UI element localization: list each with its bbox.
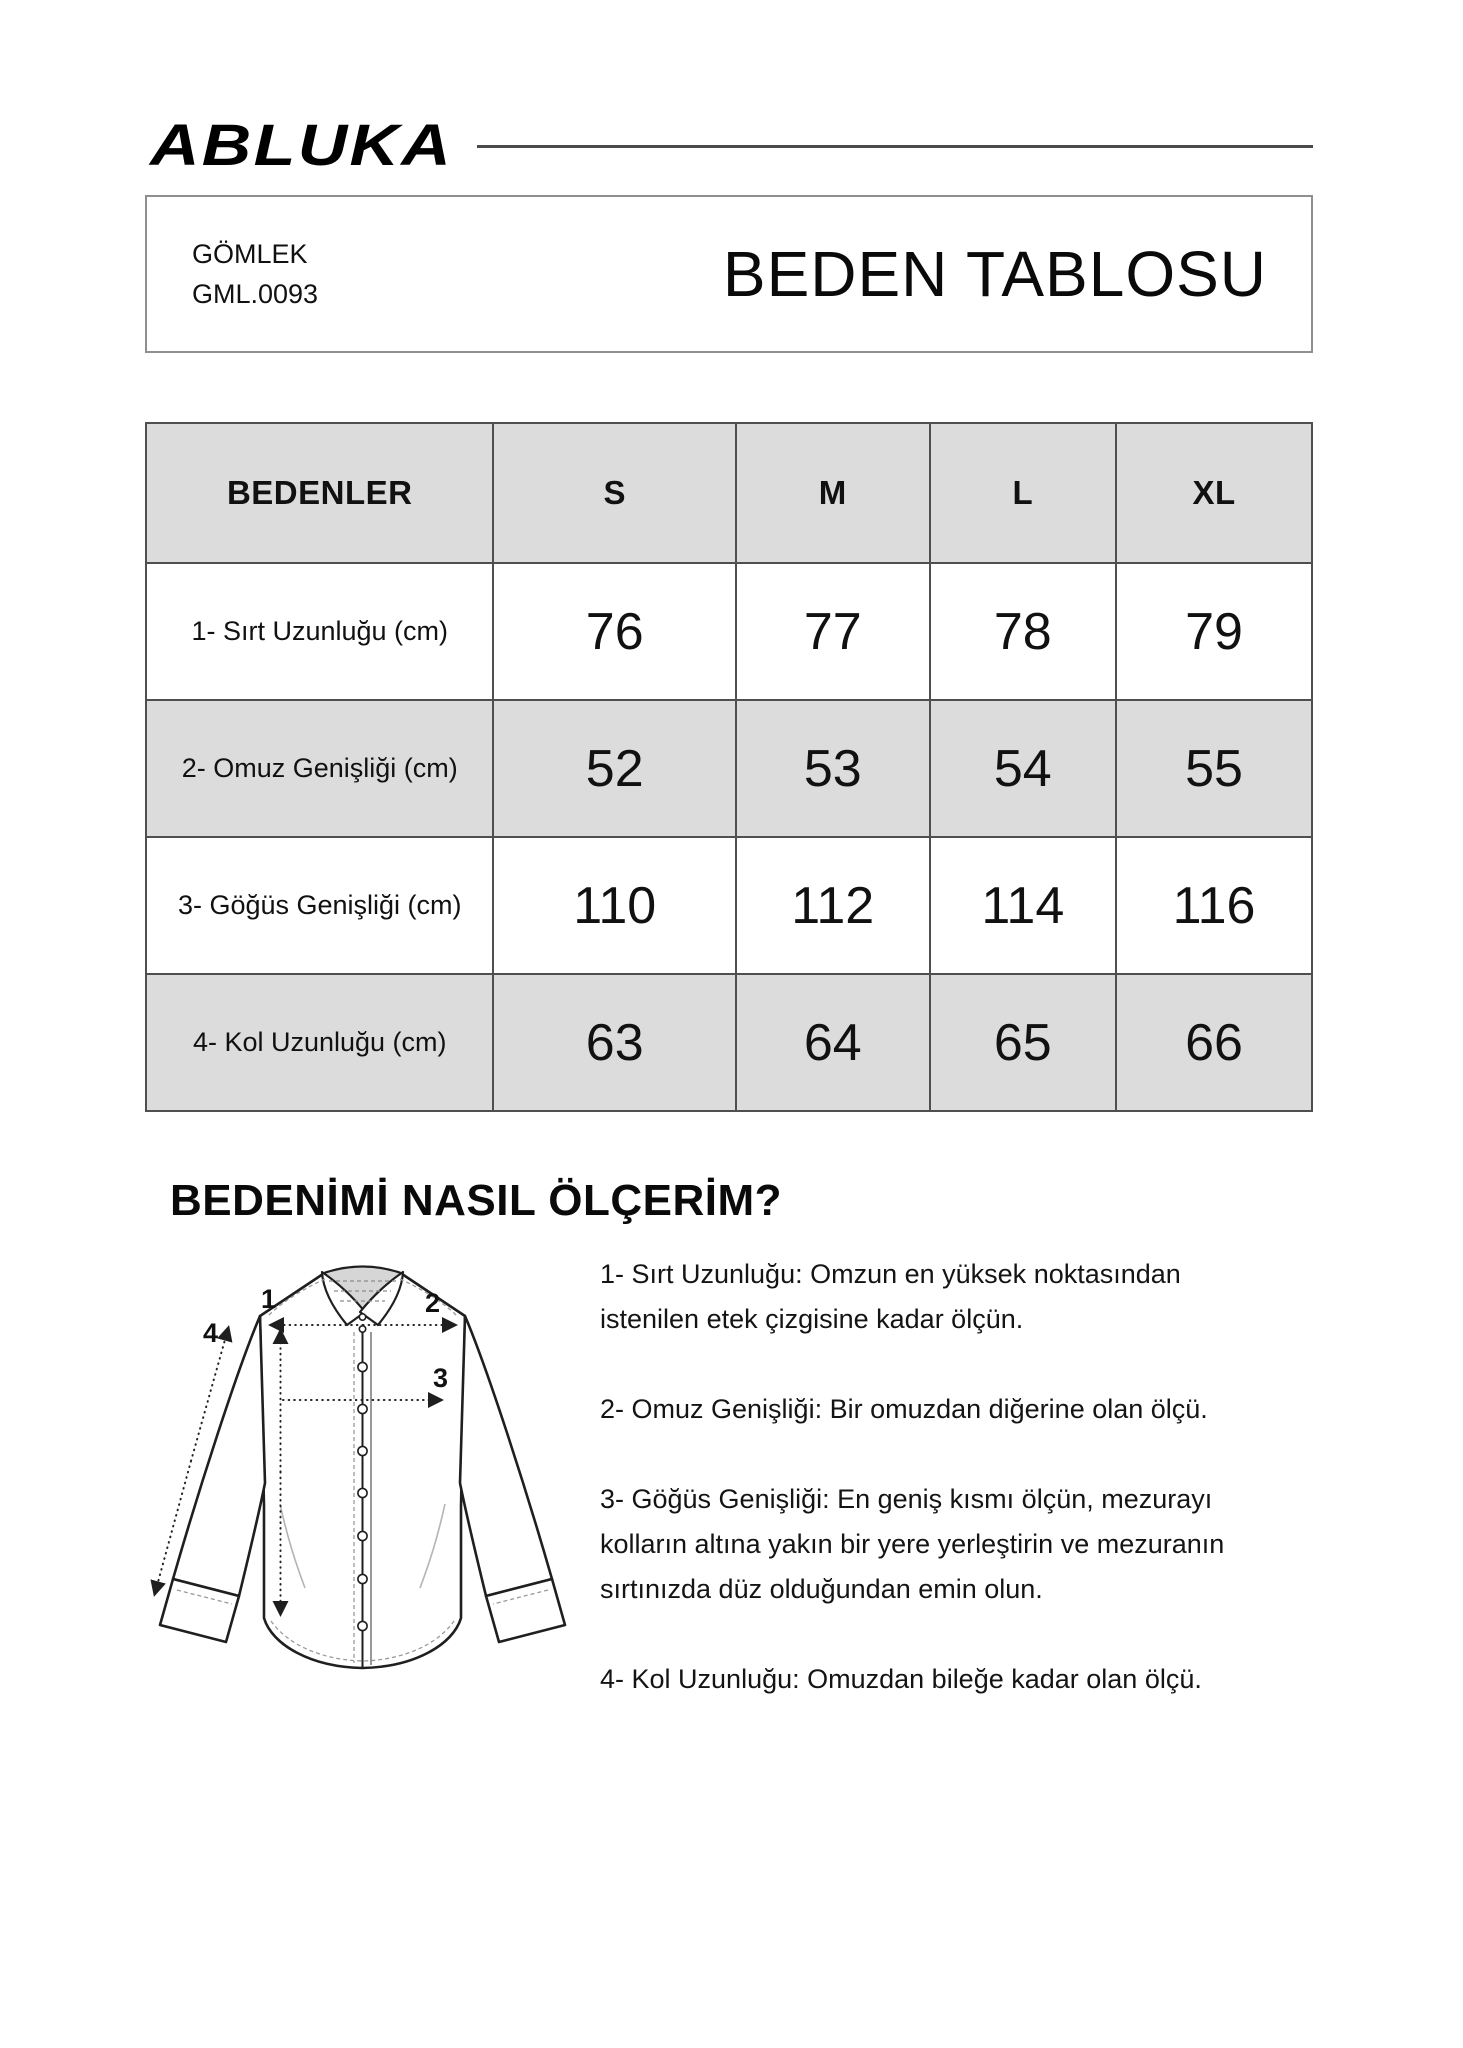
- table-row: [146, 563, 1312, 700]
- instruction-4: [600, 1657, 1300, 1702]
- instruction-line: istenilen etek çizgisine kadar ölçün.: [600, 1304, 1024, 1334]
- row-label: 4- Kol Uzunluğu (cm): [146, 974, 493, 1111]
- table-row: [146, 700, 1312, 837]
- size-value: 76: [493, 563, 736, 700]
- size-value: 66: [1116, 974, 1312, 1111]
- product-info: [192, 234, 318, 314]
- size-value: 64: [736, 974, 930, 1111]
- title-box: [145, 195, 1313, 353]
- row-label: 1- Sırt Uzunluğu (cm): [146, 563, 493, 700]
- diagram-label-2: 2: [425, 1288, 441, 1318]
- brand-logo: ABLUKA: [150, 113, 454, 178]
- shirt-right-sleeve: [460, 1316, 552, 1596]
- size-value: 53: [736, 700, 930, 837]
- diagram-label-4: 4: [203, 1318, 219, 1348]
- instruction-line: kolların altına yakın bir yere yerleştirin ve mezuranın: [600, 1529, 1225, 1559]
- size-value: 79: [1116, 563, 1312, 700]
- header-cell-bedenler: BEDENLER: [146, 423, 493, 563]
- size-table: [145, 422, 1313, 1112]
- instruction-3: [600, 1477, 1300, 1612]
- size-value: 114: [930, 837, 1117, 974]
- header-cell-xl: XL: [1116, 423, 1312, 563]
- instruction-line: 1- Sırt Uzunluğu: Omzun en yüksek noktasından: [600, 1259, 1181, 1289]
- header-cell-m: M: [736, 423, 930, 563]
- size-value: 77: [736, 563, 930, 700]
- size-value: 65: [930, 974, 1117, 1111]
- table-row: [146, 974, 1312, 1111]
- instruction-2: [600, 1387, 1300, 1432]
- page-title: BEDEN TABLOSU: [722, 238, 1267, 310]
- diagram-label-1: 1: [261, 1284, 277, 1314]
- instruction-line: 4- Kol Uzunluğu: Omuzdan bileğe kadar olan ölçü.: [600, 1664, 1202, 1694]
- measure-instructions: [600, 1252, 1300, 1747]
- size-value: 54: [930, 700, 1117, 837]
- row-label: 2- Omuz Genişliği (cm): [146, 700, 493, 837]
- product-code: GML.0093: [192, 279, 319, 309]
- instruction-line: sırtınızda düz olduğundan emin olun.: [600, 1574, 1043, 1604]
- instruction-line: 3- Göğüs Genişliği: En geniş kısmı ölçün, mezurayı: [600, 1484, 1213, 1514]
- row-label: 3- Göğüs Genişliği (cm): [146, 837, 493, 974]
- product-type: GÖMLEK: [192, 239, 308, 269]
- header-cell-l: L: [930, 423, 1117, 563]
- shirt-diagram-wrap: [125, 1246, 573, 1698]
- size-value: 63: [493, 974, 736, 1111]
- header: [150, 112, 1313, 180]
- header-cell-s: S: [493, 423, 736, 563]
- header-rule: [477, 145, 1313, 148]
- diagram-label-3: 3: [433, 1363, 449, 1393]
- shirt-diagram: [125, 1246, 573, 1698]
- size-value: 55: [1116, 700, 1312, 837]
- size-value: 116: [1116, 837, 1312, 974]
- table-row: [146, 837, 1312, 974]
- size-value: 78: [930, 563, 1117, 700]
- instruction-1: [600, 1252, 1300, 1342]
- table-header-row: [146, 423, 1312, 563]
- size-value: 112: [736, 837, 930, 974]
- section-heading: BEDENİMİ NASIL ÖLÇERİM?: [170, 1176, 783, 1225]
- size-value: 52: [493, 700, 736, 837]
- instruction-line: 2- Omuz Genişliği: Bir omuzdan diğerine olan ölçü.: [600, 1394, 1208, 1424]
- size-value: 110: [493, 837, 736, 974]
